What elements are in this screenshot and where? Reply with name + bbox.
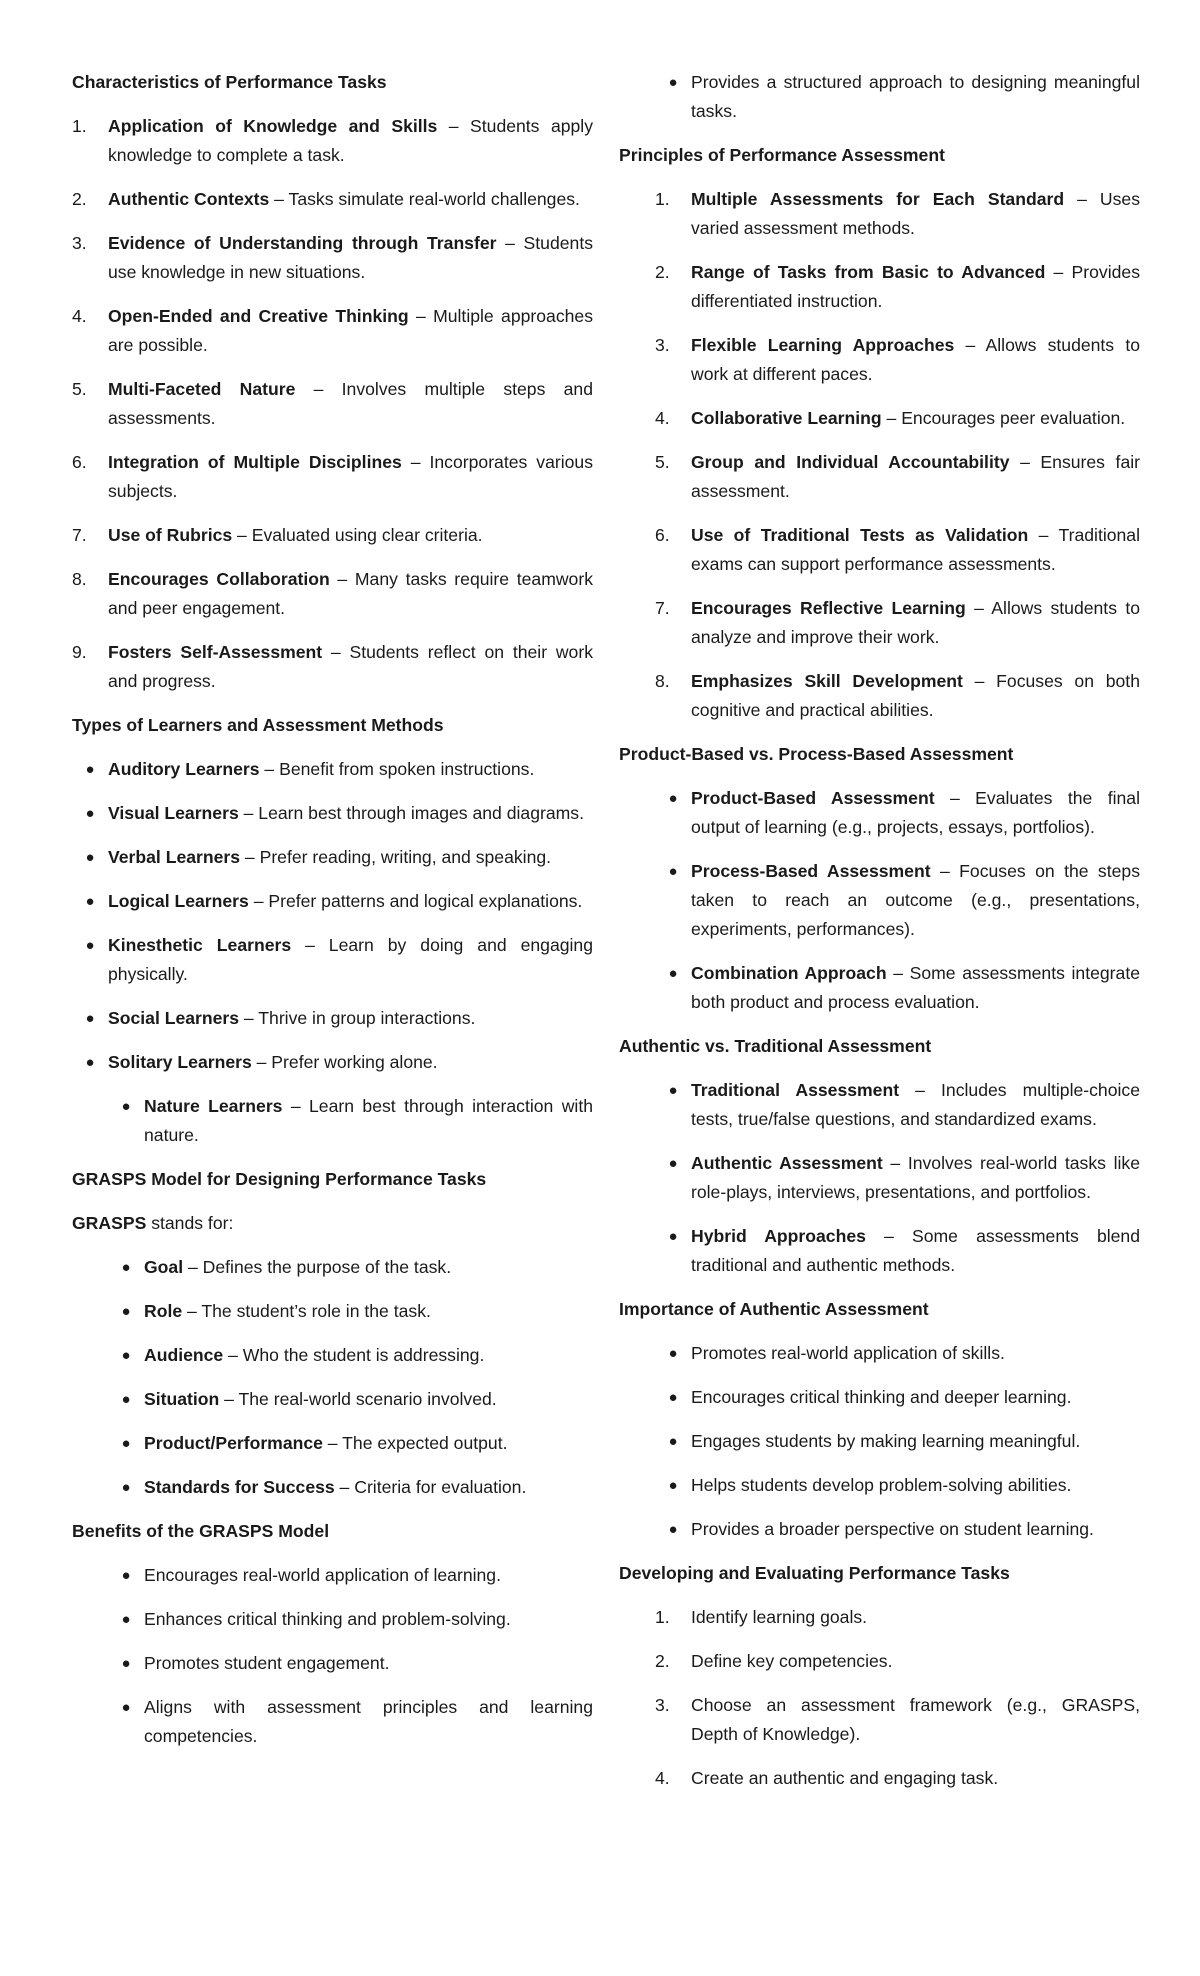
- list-item: ● Product-Based Assessment – Evaluates the final output of learning (e.g., projects, essays, portfolios).: [619, 784, 1140, 842]
- list-item: 3. Evidence of Understanding through Transfer – Students use knowledge in new situations.: [72, 233, 593, 282]
- list-item: ● Visual Learners – Learn best through images and diagrams.: [72, 799, 593, 828]
- list-item: 2. Define key competencies.: [655, 1651, 893, 1671]
- list-item: ● Goal – Defines the purpose of the task.: [72, 1253, 593, 1282]
- section-heading-characteristics: Characteristics of Performance Tasks: [72, 72, 387, 92]
- bullet-icon: ●: [668, 1521, 678, 1538]
- bullet-icon: ●: [668, 1433, 678, 1450]
- bullet-icon: ●: [668, 1389, 678, 1406]
- bullet-icon: ●: [121, 1391, 131, 1408]
- list-item: ● Enhances critical thinking and problem-solving.: [72, 1605, 593, 1634]
- list-item: ● Provides a broader perspective on student learning.: [619, 1515, 1140, 1544]
- list-item: 7. Encourages Reflective Learning – Allows students to analyze and improve their work.: [655, 598, 1141, 647]
- grasps-intro: GRASPS stands for:: [72, 1213, 234, 1233]
- bullet-icon: ●: [668, 1477, 678, 1494]
- list-item: ● Combination Approach – Some assessments integrate both product and process evaluation.: [619, 959, 1140, 1017]
- section-heading-learner-types: Types of Learners and Assessment Methods: [72, 715, 444, 735]
- bullet-icon: ●: [85, 849, 95, 866]
- list-item: ● Auditory Learners – Benefit from spoken instructions.: [72, 755, 593, 784]
- bullet-icon: ●: [85, 1010, 95, 1027]
- list-item: 7. Use of Rubrics – Evaluated using clear criteria.: [72, 525, 483, 545]
- section-heading-grasps-benefits: Benefits of the GRASPS Model: [72, 1521, 330, 1541]
- bullet-icon: ●: [668, 1082, 678, 1099]
- bullet-icon: ●: [85, 893, 95, 910]
- list-item: ● Encourages real-world application of learning.: [72, 1561, 593, 1590]
- list-item: ● Social Learners – Thrive in group interactions.: [72, 1004, 593, 1033]
- list-item: 1. Application of Knowledge and Skills – Students apply knowledge to complete a task.: [72, 116, 593, 165]
- list-item: ● Role – The student’s role in the task.: [72, 1297, 593, 1326]
- bullet-icon: ●: [668, 1228, 678, 1245]
- bullet-icon: ●: [668, 1155, 678, 1172]
- list-item: 3. Flexible Learning Approaches – Allows students to work at different paces.: [655, 335, 1141, 384]
- list-item: 8. Emphasizes Skill Development – Focuses on both cognitive and practical abilities.: [655, 671, 1140, 720]
- bullet-icon: ●: [121, 1347, 131, 1364]
- bullet-icon: ●: [668, 965, 678, 982]
- section-heading-product-process: Product-Based vs. Process-Based Assessment: [619, 744, 1014, 764]
- list-item: ● Provides a structured approach to designing meaningful tasks.: [619, 68, 1140, 126]
- bullet-icon: ●: [121, 1567, 131, 1584]
- list-item: 5. Multi-Faceted Nature – Involves multiple steps and assessments.: [72, 379, 593, 428]
- list-item: ● Hybrid Approaches – Some assessments blend traditional and authentic methods.: [619, 1222, 1140, 1280]
- list-item: ● Helps students develop problem-solving abilities.: [619, 1471, 1140, 1500]
- list-item: 2. Range of Tasks from Basic to Advanced – Provides differentiated instruction.: [655, 262, 1140, 311]
- list-item: 9. Fosters Self-Assessment – Students reflect on their work and progress.: [72, 642, 593, 691]
- bullet-icon: ●: [121, 1435, 131, 1452]
- list-item: ● Situation – The real-world scenario involved.: [72, 1385, 593, 1414]
- bullet-icon: ●: [85, 805, 95, 822]
- bullet-icon: ●: [121, 1611, 131, 1628]
- list-item: ● Aligns with assessment principles and learning competencies.: [72, 1693, 593, 1751]
- section-heading-grasps: GRASPS Model for Designing Performance Tasks: [72, 1169, 487, 1189]
- bullet-icon: ●: [668, 74, 678, 91]
- list-item: 5. Group and Individual Accountability – Ensures fair assessment.: [655, 452, 1141, 501]
- bullet-icon: ●: [121, 1655, 131, 1672]
- list-item: ● Encourages critical thinking and deeper learning.: [619, 1383, 1140, 1412]
- list-item: 1. Identify learning goals.: [655, 1607, 868, 1627]
- list-item: 1. Multiple Assessments for Each Standard – Uses varied assessment methods.: [655, 189, 1140, 238]
- right-column: [619, 68, 1140, 1808]
- left-column: [72, 68, 593, 1808]
- section-heading-developing: Developing and Evaluating Performance Tasks: [619, 1563, 1010, 1583]
- list-item: 4. Open-Ended and Creative Thinking – Multiple approaches are possible.: [72, 306, 593, 355]
- list-item: ● Promotes real-world application of skills.: [619, 1339, 1140, 1368]
- bullet-icon: ●: [668, 863, 678, 880]
- bullet-icon: ●: [121, 1699, 131, 1716]
- list-item: ● Standards for Success – Criteria for evaluation.: [72, 1473, 593, 1502]
- list-item: ● Traditional Assessment – Includes multiple-choice tests, true/false questions, and standardized exams.: [619, 1076, 1140, 1134]
- list-item: ● Promotes student engagement.: [72, 1649, 593, 1678]
- bullet-icon: ●: [121, 1259, 131, 1276]
- list-item: 4. Create an authentic and engaging task.: [655, 1768, 999, 1788]
- list-item: ● Verbal Learners – Prefer reading, writing, and speaking.: [72, 843, 593, 872]
- bullet-icon: ●: [85, 761, 95, 778]
- bullet-icon: ●: [668, 1345, 678, 1362]
- list-item: ● Nature Learners – Learn best through interaction with nature.: [72, 1092, 593, 1150]
- bullet-icon: ●: [668, 790, 678, 807]
- list-item: ● Product/Performance – The expected output.: [72, 1429, 593, 1458]
- list-item: 6. Use of Traditional Tests as Validation – Traditional exams can support performance assessments.: [655, 525, 1140, 574]
- bullet-icon: ●: [85, 1054, 95, 1071]
- list-item: ● Logical Learners – Prefer patterns and logical explanations.: [72, 887, 593, 916]
- list-item: ● Process-Based Assessment – Focuses on the steps taken to reach an outcome (e.g., presentations, experiments, performances).: [619, 857, 1140, 944]
- bullet-icon: ●: [121, 1303, 131, 1320]
- list-item: 8. Encourages Collaboration – Many tasks require teamwork and peer engagement.: [72, 569, 593, 618]
- list-item: 6. Integration of Multiple Disciplines – Incorporates various subjects.: [72, 452, 593, 501]
- list-item: ● Engages students by making learning meaningful.: [619, 1427, 1140, 1456]
- list-item: 4. Collaborative Learning – Encourages peer evaluation.: [655, 408, 1126, 428]
- list-item: ● Solitary Learners – Prefer working alone.: [72, 1048, 593, 1077]
- list-item: 2. Authentic Contexts – Tasks simulate real-world challenges.: [72, 189, 580, 209]
- bullet-icon: ●: [121, 1479, 131, 1496]
- bullet-icon: ●: [85, 937, 95, 954]
- section-heading-principles: Principles of Performance Assessment: [619, 145, 945, 165]
- list-item: ● Kinesthetic Learners – Learn by doing and engaging physically.: [72, 931, 593, 989]
- bullet-icon: ●: [121, 1098, 131, 1115]
- list-item: 3. Choose an assessment framework (e.g., GRASPS, Depth of Knowledge).: [655, 1695, 1140, 1744]
- section-heading-importance: Importance of Authentic Assessment: [619, 1299, 929, 1319]
- section-heading-authentic-traditional: Authentic vs. Traditional Assessment: [619, 1036, 932, 1056]
- list-item: ● Authentic Assessment – Involves real-world tasks like role-plays, interviews, presentations, and portfolios.: [619, 1149, 1140, 1207]
- list-item: ● Audience – Who the student is addressing.: [72, 1341, 593, 1370]
